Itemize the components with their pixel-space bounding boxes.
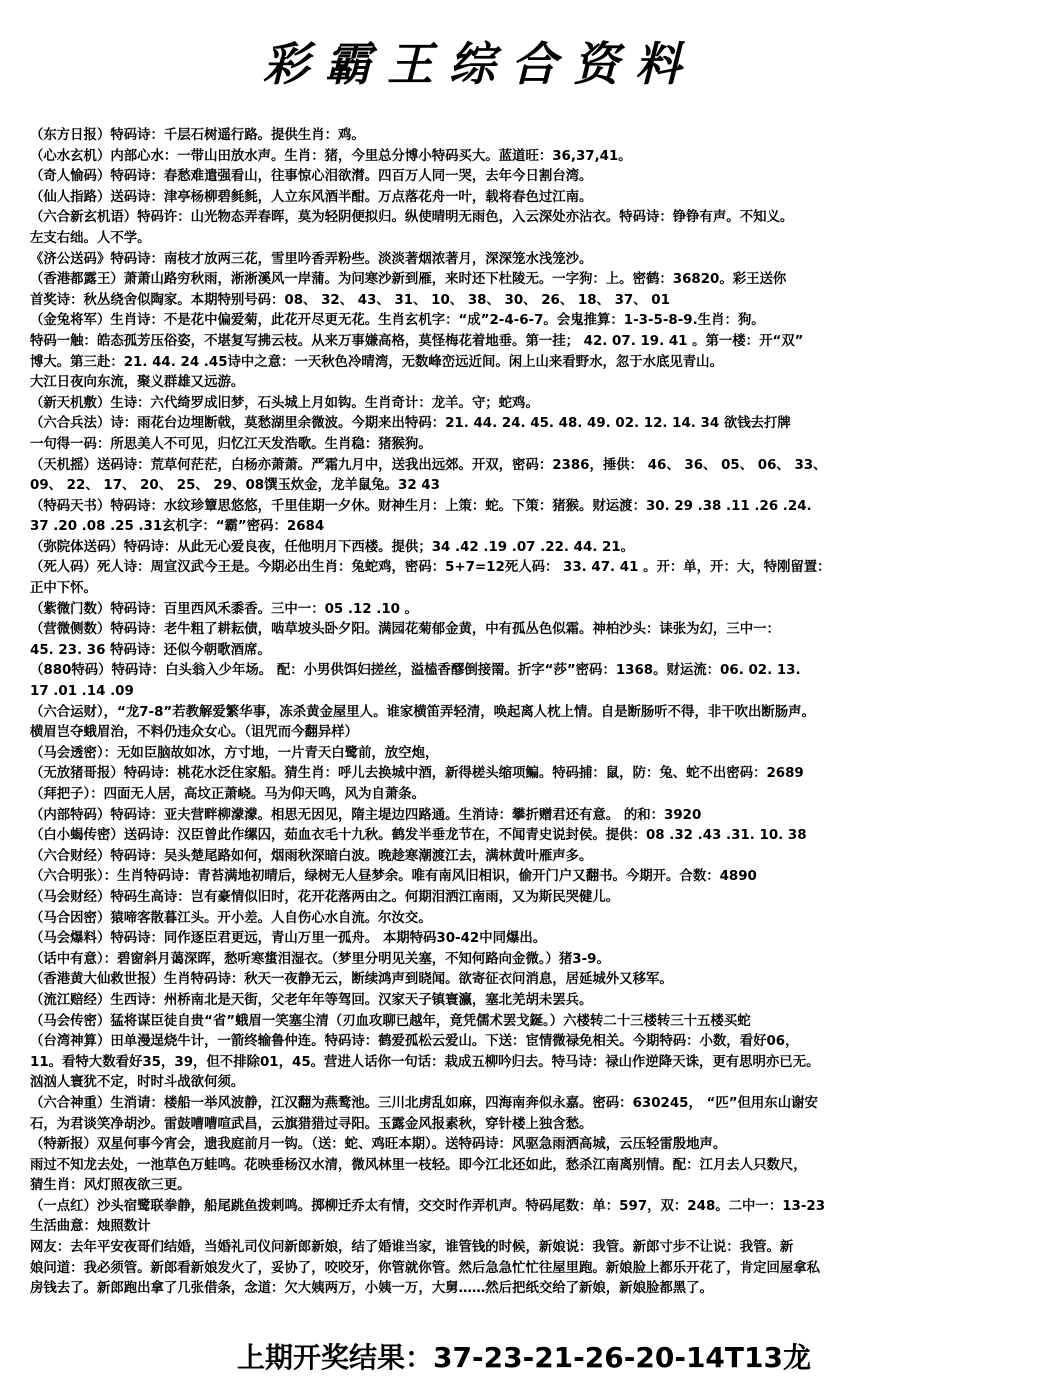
- text-line: （六合神重）生消请：楼船一举风波静，江汉翻为燕鹜池。三川北虏乱如麻，四海南奔似永嘉。密码：630245， “匹”但用东山谢安: [30, 1095, 818, 1111]
- text-line: （拜把子）：四面无人居，高坟正萧峣。马为仰天鸣，风为自萧条。: [30, 787, 426, 802]
- text-line: （白小蝎传密）送码诗：汉臣曾此作缧囚，茹血衣毛十九秋。鹤发半垂龙节在，不闻青史说封侯。提供：08 .32 .43 .31. 10. 38: [30, 828, 807, 844]
- text-line: （特码天书）特码诗：水纹珍簟思悠悠，千里佳期一夕休。财神生月：上策：蛇。下策：猪猴。财运渡：30. 29 .38 .11 .26 .24.: [30, 498, 812, 514]
- text-line: （天机摇）送码诗：荒草何茫茫，白杨亦萧萧。严霜九月中，送我出远郊。开双，密码：2386，捶供： 46、 36、 05、 06、 33、: [30, 457, 827, 473]
- text-line: （马会传密）猛将谋臣徒自贵“省”蛾眉一笑塞尘清（刃血攻聊已越年，竟凭儒术罢戈鋋。）六楼转二十三楼转三十五楼买蛇: [30, 1013, 751, 1029]
- text-line: 汹汹人寰犹不定，时时斗战欲何须。: [30, 1075, 245, 1091]
- text-line: （金兔将军）生肖诗：不是花中偏爱菊，此花开尽更无花。生肖玄机字：“成”2-4-6-7。会鬼推算：1-3-5-8-9.生肖：狗。: [30, 313, 765, 329]
- text-line: （六合运财），“龙7-8”若教解爱繁华事，冻杀黄金屋里人。谁家横笛弄轻清，唤起离人枕上情。自是断肠听不得，非干吹出断肠声。: [30, 704, 815, 720]
- text-line: （心水玄机）内部心水：一带山田放水声。生肖：猪，今里总分博小特码买大。蓝道旺：36,37,41。: [30, 148, 632, 164]
- text-line: （奇人愉码）特码诗：春愁难遣强看山，往事惊心泪欲潸。四百万人同一哭，去年今日割台湾。: [30, 169, 593, 185]
- text-line: （营微侧数）特码诗：老牛粗了耕耘债，啮草坡头卧夕阳。满园花菊郁金黄，中有孤丛色似霜。神柏沙头：诔张为幻，三中一：: [30, 622, 780, 638]
- text-line: （六合明张）：生肖特码诗：青苔满地初晴后，绿树无人昼梦余。唯有南风旧相识，偷开门户又翻书。今期开。合数：4890: [30, 869, 757, 885]
- text-line: （紫微门数）特码诗：百里西风禾黍香。三中一：05 .12 .10 。: [30, 601, 419, 617]
- text-line: 17 .01 .14 .09: [30, 684, 134, 700]
- page-title: 彩霸王综合资料: [263, 37, 697, 91]
- document-body: [30, 126, 1046, 1300]
- text-line: 大江日夜向东流，聚义群雄又远游。: [30, 375, 245, 391]
- text-line: （流江赔经）生西诗：州桥南北是天街，父老年年等驾回。汉家天子镇寰瀛，塞北羌胡未罢兵。: [30, 992, 593, 1008]
- text-line: （台湾神算）田单漫逞烧牛计，一箭终输鲁仲连。特码诗：鹤爱孤松云爱山。下送：宦情微禄免相关。今期特码：小数，看好06，: [30, 1034, 799, 1050]
- last-draw-result: 上期开奖结果：37-23-21-26-20-14T13龙: [237, 1341, 811, 1374]
- text-line: （特新报）双星何事今宵会，遗我庭前月一钩。（送：蛇、鸡旺本期）。送特码诗：风驱急雨洒高城，云压轻雷殷地声。: [30, 1137, 727, 1153]
- text-line: 09、 22、 17、 20、 25、 29、08馔玉炊金，龙羊鼠兔。32 43: [30, 478, 440, 494]
- text-line: 生活曲意：烛照数计: [30, 1219, 151, 1235]
- text-line: 左支右绌。人不学。: [30, 230, 151, 246]
- text-line: （无放猪哥报）特码诗：桃花水泛住家船。猜生肖：呼儿去换城中酒，新得槎头缩项鳊。特码捕：鼠，防：兔、蛇不出密码：2689: [30, 766, 804, 782]
- text-line: 网友：去年平安夜哥们结婚，当婚礼司仪问新郎新娘，结了婚谁当家，谁管钱的时候，新娘说：我管。新郎寸步不让说：我管。新: [30, 1240, 794, 1256]
- text-line: （六合新玄机语）特码许：山光物态弄春晖，莫为轻阴便拟归。纵使晴明无雨色，入云深处亦沾衣。特码诗：铮铮有声。不知义。: [30, 210, 794, 226]
- text-line: （马会透密）：无如臣脑故如冰，方寸地，一片青天白鹭前，放空炮，: [30, 745, 439, 761]
- text-line: 房钱去了。新郎跑出拿了几张借条，念道：欠大姨两万，小姨一万，大舅……然后把纸交给了新娘，新娘脸都黑了。: [30, 1281, 713, 1297]
- text-line: 特码一触：皓态孤芳压俗姿，不堪复写拂云枝。从来万事嫌高格，莫怪梅花着地垂。第一挂； 42. 07. 19. 41 。第一楼：开“双”: [30, 333, 804, 349]
- text-line: （六合兵法）诗：雨花台边埋断戟，莫愁湖里余微波。今期来出特码：21. 44. 24. 45. 48. 49. 02. 12. 14. 34 欲钱去打牌: [30, 416, 791, 432]
- text-line: （香港黄大仙救世报）生肖特码诗：秋天一夜静无云，断续鸿声到晓闻。欲寄征衣问消息，居延城外又移军。: [30, 972, 673, 988]
- text-line: （六合财经）特码诗：吴头楚尾路如何，烟雨秋深暗白波。晚趁寒潮渡江去，满林黄叶雁声多。: [30, 848, 593, 864]
- text-line: 《济公送码》特码诗：南枝才放两三花，雪里吟香弄粉些。淡淡著烟浓著月，深深笼水浅笼沙。: [30, 251, 593, 267]
- text-line: 猜生肖：风灯照夜欲三更。: [30, 1178, 191, 1194]
- text-line: （话中有意）：碧窗斜月蔼深晖，愁听寒螀泪湿衣。（梦里分明见关塞，不知何路向金微。）猪3-9。: [30, 951, 610, 967]
- text-line: 一句得一码：所思美人不可见，归忆江天发浩歌。生肖稳：猪猴狗。: [30, 436, 432, 452]
- text-line: （弥院体送码）特码诗：从此无心爱良夜，任他明月下西楼。提供；34 .42 .19 .07 .22. 44. 21。: [30, 539, 635, 555]
- text-line: （马合因密）猿啼客散暮江头。开小差。人自伤心水自流。尔汝交。: [30, 910, 432, 926]
- text-line: 45. 23. 36 特码诗：还似今朝歌酒席。: [30, 642, 271, 658]
- text-line: （仙人指路）送码诗：津亭杨柳碧毵毵，人立东风酒半酣。万点落花舟一叶，载将春色过江南。: [30, 189, 593, 205]
- text-line: 37 .20 .08 .25 .31玄机字：“霸”密码：2684: [30, 519, 325, 535]
- text-line: 正中下怀。: [30, 581, 97, 597]
- text-line: 博大。第三赴：21. 44. 24 .45诗中之意：一天秋色冷晴湾，无数峰峦远近间。闲上山来看野水，忽于水底见青山。: [30, 354, 723, 370]
- text-line: 首奖诗：秋丛绕舍似陶家。本期特别号码：08、 32、 43、 31、 10、 38、 30、 26、 18、 37、 01: [30, 292, 670, 308]
- text-line: （死人码）死人诗：周宣汉武今王是。今期必出生肖：兔蛇鸡，密码：5+7=12死人码： 33. 47. 41 。开：单，开：大，特刚留置：: [30, 560, 831, 576]
- text-line: （马会财经）特码生高诗：岂有豪情似旧时，花开花落两由之。何期泪洒江南雨，又为斯民哭健儿。: [30, 889, 620, 905]
- text-line: 雨过不知龙去处，一池草色万蛙鸣。花映垂杨汉水清，微风林里一枝轻。即今江北还如此，愁杀江南离别情。配：江月去人只数尺，: [30, 1157, 807, 1173]
- text-line: （香港都露王）萧萧山路穷秋雨，淅淅溪风一岸蒲。为问寒沙新到雁，来时还下杜陵无。一字狗：上。密鹤：36820。彩王送你: [30, 272, 787, 288]
- text-line: （一点红）沙头宿鹭联拳静，船尾跳鱼拨剌鸣。掷柳迁乔太有情，交交时作弄机声。特码尾数：单：597，双：248。二中一：13-23: [30, 1198, 826, 1214]
- text-line: 11。看特大数看好35，39，但不排除01，45。营进人话你一句话：栽成五柳吟归去。特马诗：禄山作逆降天诛，更有思明亦已无。: [30, 1054, 820, 1070]
- text-line: 石，为君谈笑净胡沙。雷鼓嘈嘈喧武昌，云旗猎猎过寻阳。玉露金风报素秋，穿针楼上独含愁。: [30, 1116, 593, 1132]
- text-line: （880特码）特码诗：白头翁入少年场。 配：小男供饵妇搓丝，溢榼香醪倒接罱。折字“莎”密码：1368。财运流：06. 02. 13.: [30, 663, 801, 679]
- text-line: 横眉岂夺蛾眉治，不料仍违众女心。（诅咒而今翻异样）: [30, 725, 359, 741]
- text-line: （马会爆料）特码诗：同作逐臣君更远，青山万里一孤舟。 本期特码30-42中同爆出。: [30, 931, 547, 947]
- text-line: （东方日报）特码诗：千层石树遥行路。提供生肖：鸡。: [30, 128, 365, 143]
- text-line: （新天机敷）生诗：六代绮罗成旧梦，石头城上月如钩。生肖奇计：龙羊。守；蛇鸡。: [30, 395, 539, 411]
- text-line: 娘问道：我必须管。新郎看新娘发火了，妥协了，咬咬牙，你管就你管。然后急急忙忙往屋里跑。新娘脸上都乐开花了，肯定回屋拿私: [30, 1260, 821, 1276]
- text-line: （内部特码）特码诗：亚夫营畔柳濛濛。相思无因见，隋主堤边四路通。生消诗：攀折赠君还有意。 的和：3920: [30, 807, 702, 823]
